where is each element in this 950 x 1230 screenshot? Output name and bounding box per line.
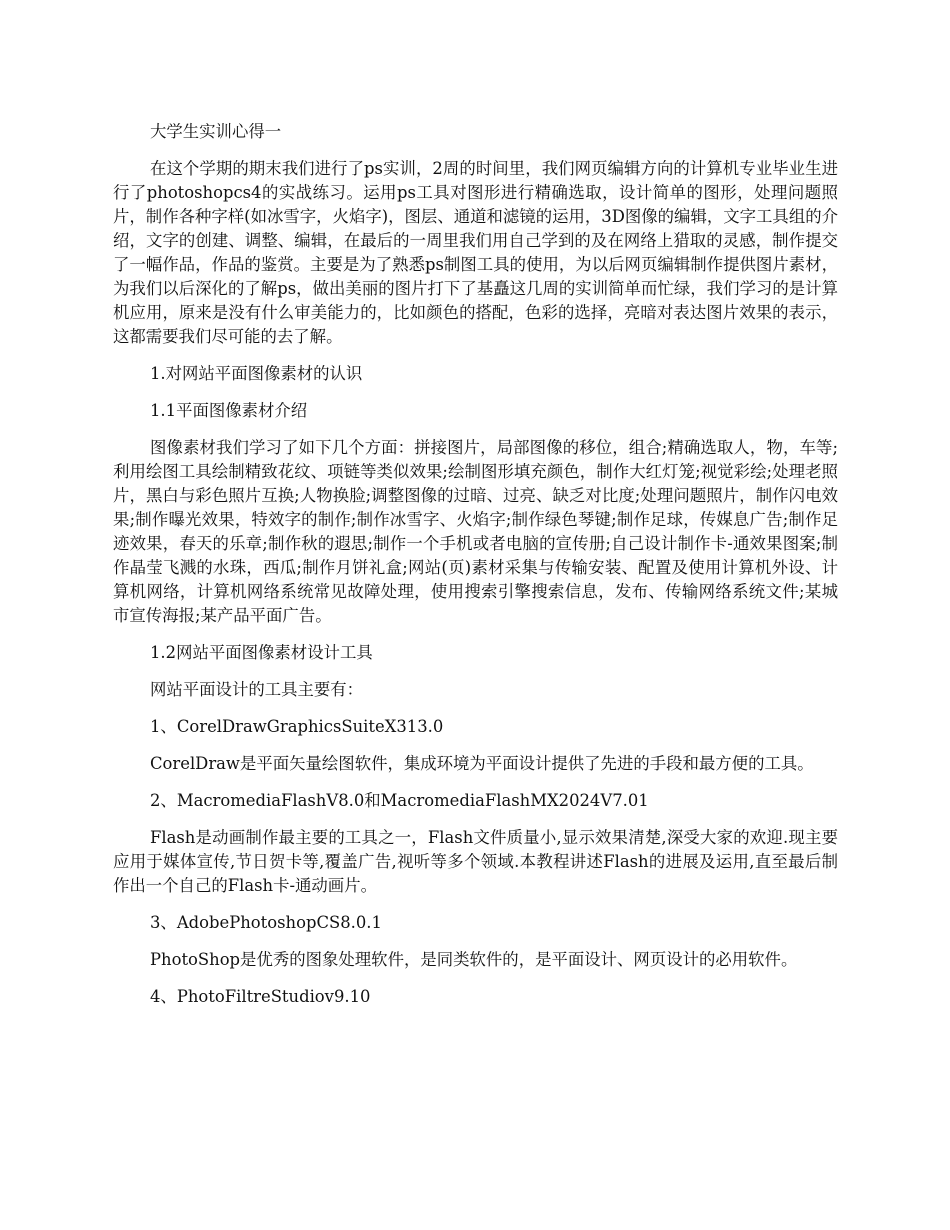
list-item-heading: 2、MacromediaFlashV8.0和MacromediaFlashMX2024V7.01 <box>150 791 649 810</box>
list-item-heading: 4、PhotoFiltreStudiov9.10 <box>150 987 371 1006</box>
body-paragraph: CorelDraw是平面矢量绘图软件，集成环境为平面设计提供了先进的手段和最方便的工具。 <box>150 754 814 773</box>
body-paragraph: 网站平面设计的工具主要有： <box>150 680 364 699</box>
list-item-heading: 1、CorelDrawGraphicsSuiteX313.0 <box>150 717 444 736</box>
section-heading: 1.对网站平面图像素材的认识 <box>150 364 363 383</box>
body-paragraph: PhotoShop是优秀的图象处理软件，是同类软件的，是平面设计、网页设计的必用软件。 <box>150 950 798 969</box>
body-paragraph: 图像素材我们学习了如下几个方面：拼接图片，局部图像的移位，组合;精确选取人，物，车等;利用绘图工具绘制精致花纹、项链等类似效果;绘制图形填充颜色，制作大红灯笼;视觉彩绘;处理老照片，黑白与彩色照片互换;人物换脸;调整图像的过暗、过亮、缺乏对比度;处理问题照片，制作闪电效果;制作曝光效果，特效字的制作;制作冰雪字、火焰字;制作绿色琴键;制作足球，传媒息广告;制作足迹效果，春天的乐章;制作秋的遐思;制作一个手机或者电脑的宣传册;自己设计制作卡-通效果图案;制作晶莹飞溅的水珠，西瓜;制作月饼礼盒;网站(页)素材采集与传输安装、配置及使用计算机外设、计算机网络，计算机网络系统常见故障处理，使用搜索引擎搜索信息，发布、传输网络系统文件;某城市宣传海报;某产品平面广告。 <box>113 438 838 625</box>
document-page <box>113 120 838 1022</box>
intro-paragraph: 在这个学期的期末我们进行了ps实训，2周的时间里，我们网页编辑方向的计算机专业毕业生进行了photoshopcs4的实战练习。运用ps工具对图形进行精确选取，设计简单的图形，处理问题照片，制作各种字样(如冰雪字，火焰字)，图层、通道和滤镜的运用，3D图像的编辑，文字工具组的介绍，文字的创建、调整、编辑，在最后的一周里我们用自己学到的及在网络上猎取的灵感，制作提交了一幅作品，作品的鉴赏。主要是为了熟悉ps制图工具的使用，为以后网页编辑制作提供图片素材，为我们以后深化的了解ps，做出美丽的图片打下了基矗这几周的实训简单而忙绿，我们学习的是计算机应用，原来是没有什么审美能力的，比如颜色的搭配，色彩的选择，亮暗对表达图片效果的表示，这都需要我们尽可能的去了解。 <box>113 159 838 346</box>
list-item-heading: 3、AdobePhotoshopCS8.0.1 <box>150 913 382 932</box>
subsection-heading: 1.2网站平面图像素材设计工具 <box>150 643 373 662</box>
document-title: 大学生实训心得一 <box>150 122 282 141</box>
body-paragraph: Flash是动画制作最主要的工具之一，Flash文件质量小,显示效果清楚,深受大家的欢迎.现主要应用于媒体宣传,节日贺卡等,覆盖广告,视听等多个领域.本教程讲述Flash的进展及运用,直至最后制作出一个自己的Flash卡-通动画片。 <box>113 828 838 895</box>
subsection-heading: 1.1平面图像素材介绍 <box>150 401 308 420</box>
